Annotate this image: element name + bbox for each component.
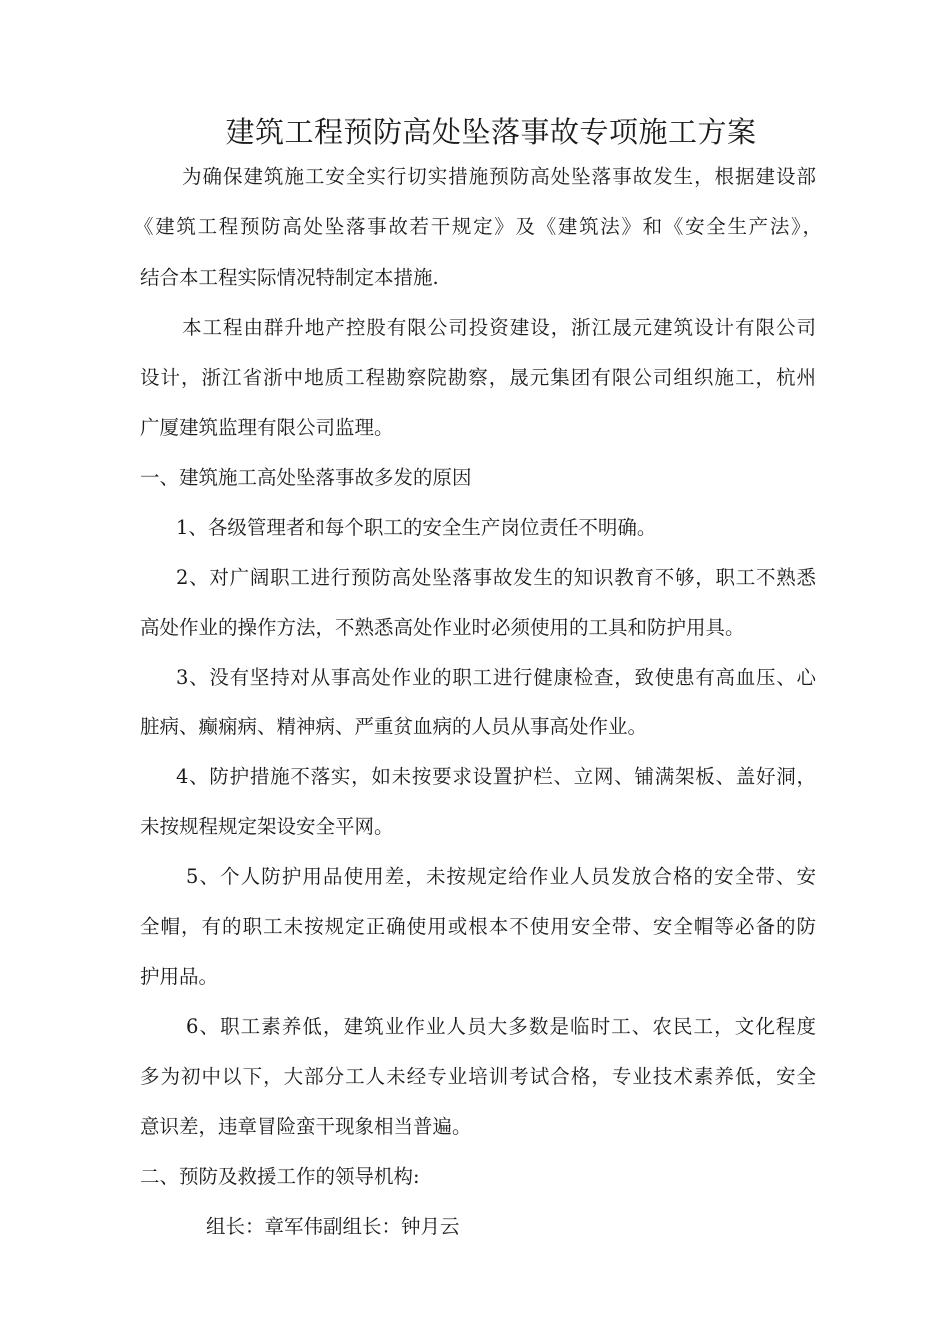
section1-item-5-line-1: 5、个人防护用品使用差，未按规定给作业人员发放合格的安全带、安	[186, 865, 816, 888]
section1-item-6-line-3: 意识差，违章冒险蛮干现象相当普遍。	[140, 1115, 472, 1138]
section1-item-5-line-2: 全帽，有的职工未按规定正确使用或根本不使用安全带、安全帽等必备的防	[140, 915, 816, 938]
section1-item-3-line-2: 脏病、癫痫病、精神病、严重贫血病的人员从事高处作业。	[140, 715, 648, 738]
section1-item-6-line-2: 多为初中以下，大部分工人未经专业培训考试合格，专业技术素养低，安全	[140, 1065, 816, 1088]
project-line-2: 设计，浙江省浙中地质工程勘察院勘察，晟元集团有限公司组织施工，杭州	[140, 366, 816, 389]
intro-line-2: 《建筑工程预防高处坠落事故若干规定》及《建筑法》和《安全生产法》，	[134, 215, 822, 238]
section1-item-4-line-1: 4、防护措施不落实，如未按要求设置护栏、立网、铺满架板、盖好洞，	[176, 765, 816, 788]
section1-item-6-line-1: 6、职工素养低，建筑业作业人员大多数是临时工、农民工，文化程度	[186, 1015, 816, 1038]
section1-item-3-line-1: 3、没有坚持对从事高处作业的职工进行健康检查，致使患有高血压、心	[176, 666, 816, 689]
section2-leaders: 组长：章军伟副组长：钟月云	[206, 1215, 460, 1238]
section1-item-2-line-1: 2、对广阔职工进行预防高处坠落事故发生的知识教育不够，职工不熟悉	[176, 566, 816, 589]
section1-item-4-line-2: 未按规程规定架设安全平网。	[140, 815, 394, 838]
document-title: 建筑工程预防高处坠落事故专项施工方案	[225, 115, 757, 149]
section1-item-2-line-2: 高处作业的操作方法，不熟悉高处作业时必须使用的工具和防护用具。	[140, 616, 745, 639]
project-line-3: 广厦建筑监理有限公司监理。	[140, 416, 394, 439]
section2-heading: 二、预防及救援工作的领导机构:	[140, 1165, 420, 1188]
section1-heading: 一、建筑施工高处坠落事故多发的原因	[140, 466, 472, 489]
section1-item-1: 1、各级管理者和每个职工的安全生产岗位责任不明确。	[176, 516, 657, 539]
section1-item-5-line-3: 护用品。	[140, 965, 219, 988]
project-line-1: 本工程由群升地产控股有限公司投资建设，浙江晟元建筑设计有限公司	[182, 316, 816, 339]
intro-line-3: 结合本工程实际情况特制定本措施.	[140, 266, 439, 289]
intro-line-1: 为确保建筑施工安全实行切实措施预防高处坠落事故发生，根据建设部	[182, 165, 816, 188]
